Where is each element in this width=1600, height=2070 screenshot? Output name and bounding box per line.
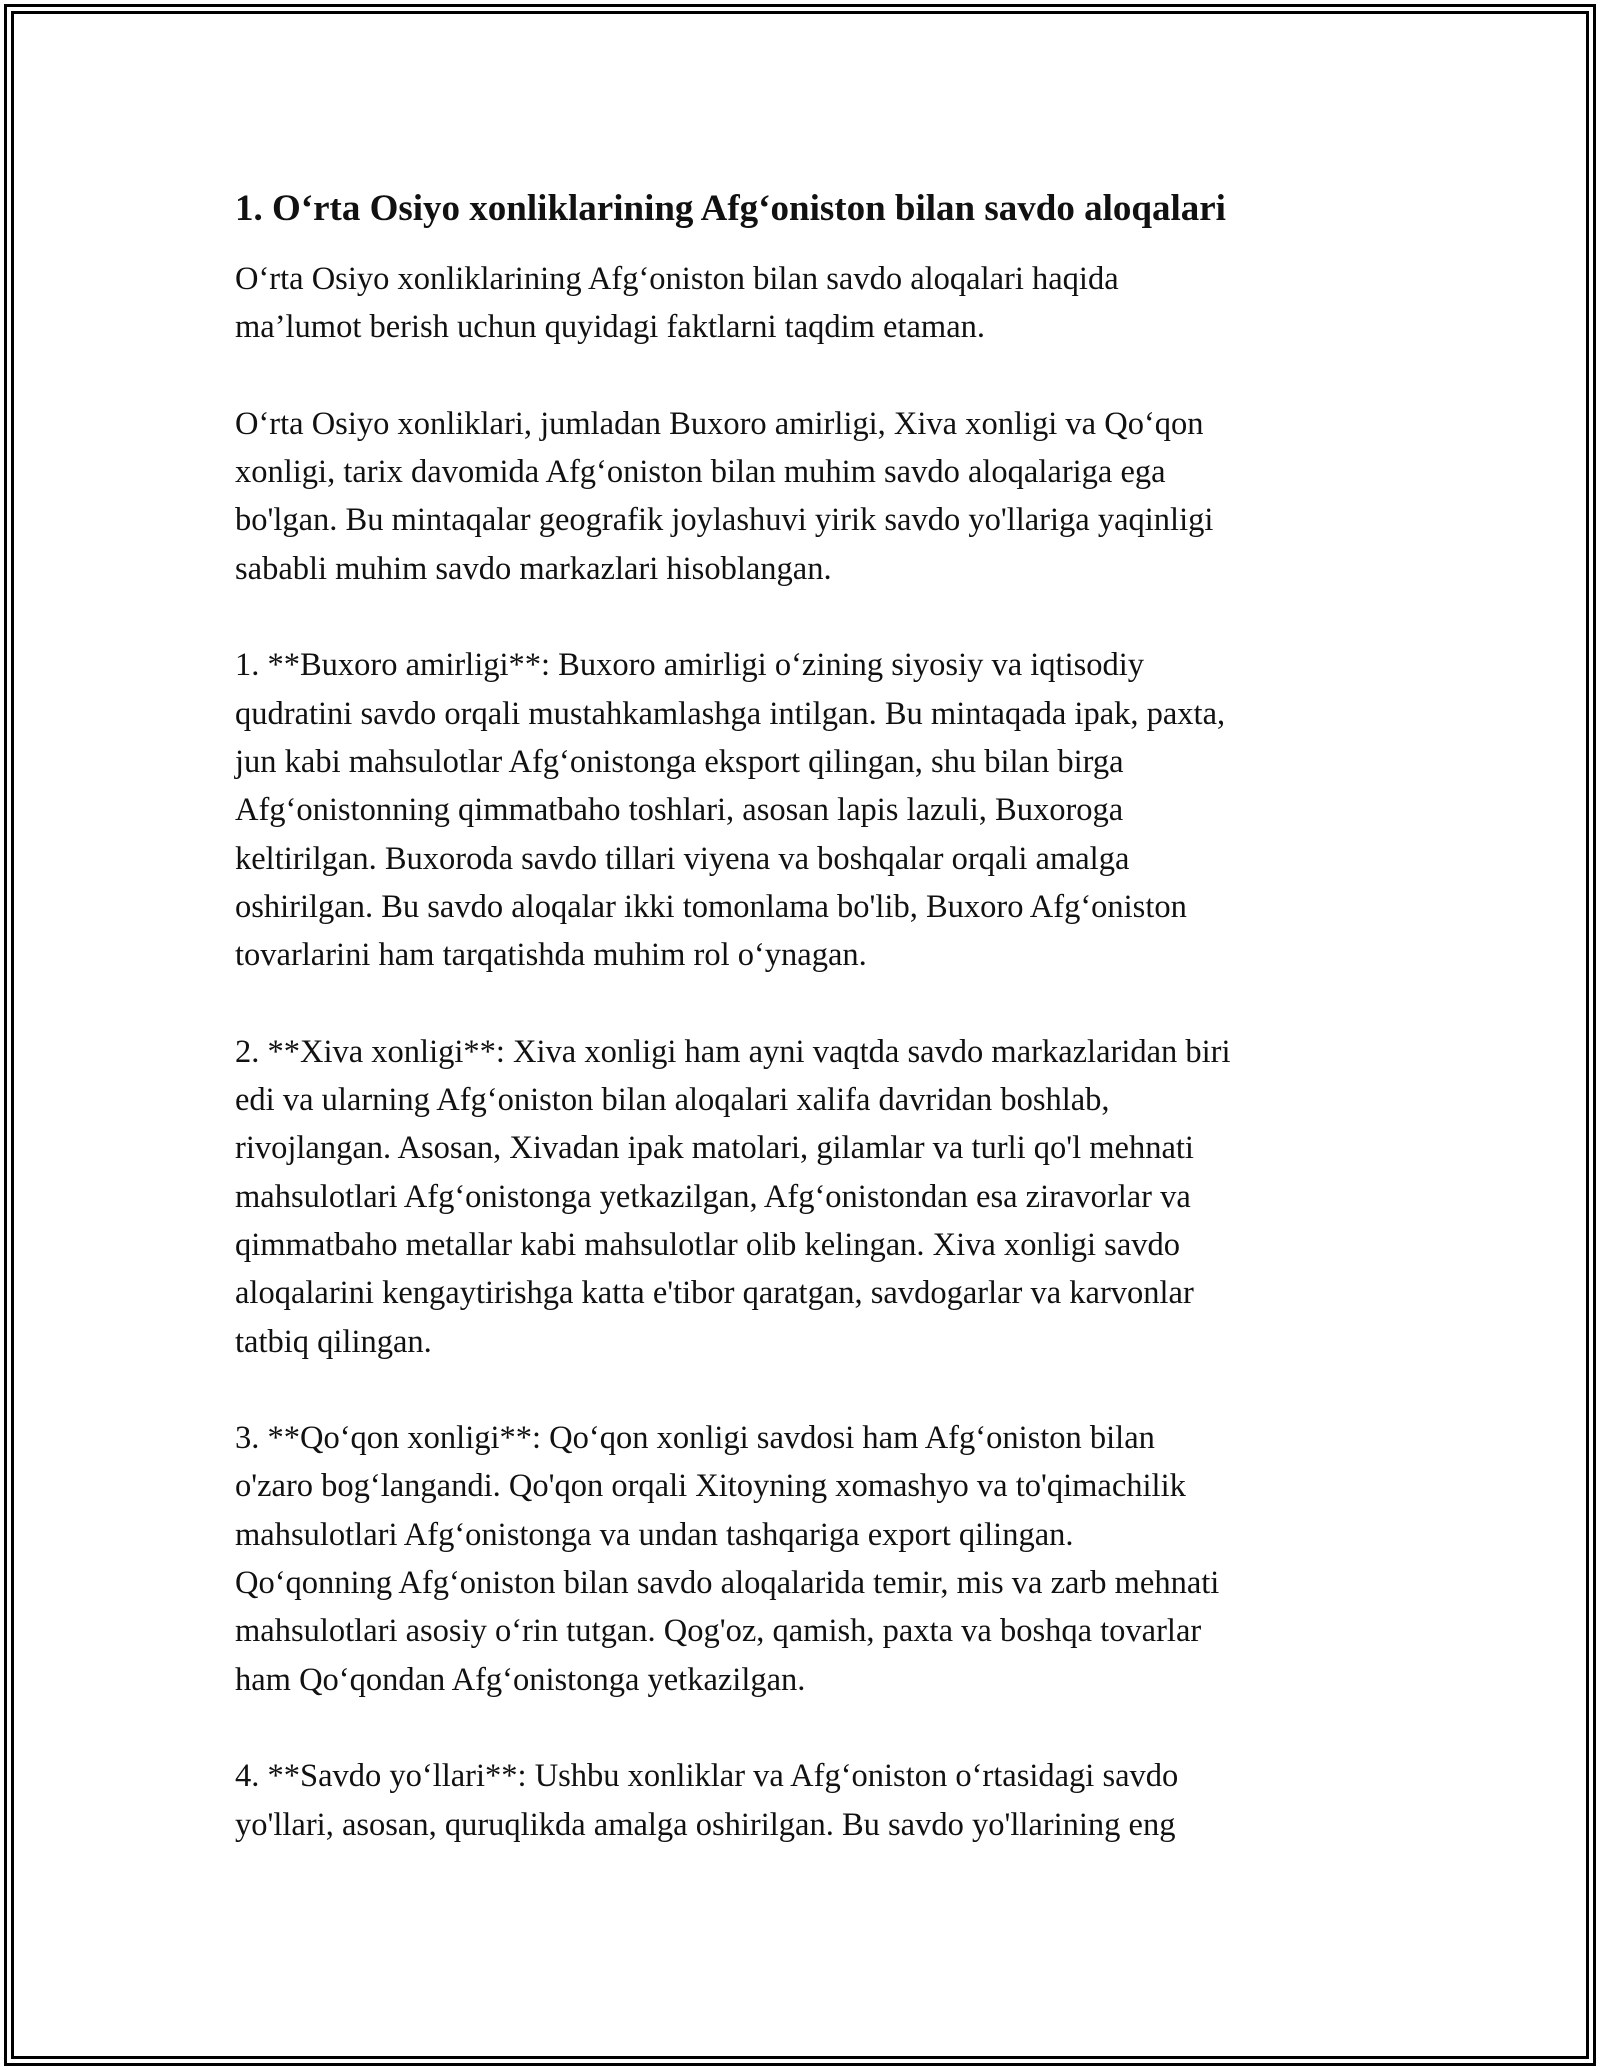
intro-paragraph [235, 255, 1375, 352]
text-line: tovarlarini ham tarqatishda muhim rol o‘ynagan. [235, 937, 867, 974]
trade-routes-paragraph [235, 1752, 1375, 1849]
text-line: xonligi, tarix davomida Afg‘oniston bilan muhim savdo aloqalariga ega [235, 454, 1166, 491]
text-line: bo'lgan. Bu mintaqalar geografik joylashuvi yirik savdo yo'llariga yaqinligi [235, 502, 1214, 539]
text-line: 3. **Qo‘qon xonligi**: Qo‘qon xonligi savdosi ham Afg‘oniston bilan [235, 1420, 1155, 1457]
text-line: O‘rta Osiyo xonliklari, jumladan Buxoro amirligi, Xiva xonligi va Qo‘qon [235, 405, 1204, 442]
text-line: ma’lumot berish uchun quyidagi faktlarni taqdim etaman. [235, 309, 986, 346]
bukhara-paragraph [235, 641, 1375, 979]
section-heading: 1. O‘rta Osiyo xonliklarining Afg‘oniston bilan savdo aloqalari [235, 188, 1226, 229]
text-line: tatbiq qilingan. [235, 1323, 432, 1360]
text-line: mahsulotlari asosiy o‘rin tutgan. Qog'oz, qamish, paxta va boshqa tovarlar [235, 1613, 1202, 1650]
text-line: edi va ularning Afg‘oniston bilan aloqalari xalifa davridan boshlab, [235, 1082, 1110, 1119]
text-line: 4. **Savdo yo‘llari**: Ushbu xonliklar va Afg‘oniston o‘rtasidagi savdo [235, 1758, 1179, 1795]
text-line: ham Qo‘qondan Afg‘onistonga yetkazilgan. [235, 1661, 806, 1698]
text-line: qimmatbaho metallar kabi mahsulotlar olib kelingan. Xiva xonligi savdo [235, 1226, 1181, 1263]
text-line: qudratini savdo orqali mustahkamlashga intilgan. Bu mintaqada ipak, paxta, [235, 695, 1226, 732]
document-body [235, 185, 1375, 1897]
text-line: mahsulotlari Afg‘onistonga yetkazilgan, Afg‘onistondan esa ziravorlar va [235, 1178, 1191, 1215]
text-line: O‘rta Osiyo xonliklarining Afg‘oniston bilan savdo aloqalari haqida [235, 261, 1119, 297]
text-line: Qo‘qonning Afg‘oniston bilan savdo aloqalarida temir, mis va zarb mehnati [235, 1565, 1220, 1602]
overview-paragraph [235, 400, 1375, 593]
text-line: aloqalarini kengaytirishga katta e'tibor qaratgan, savdogarlar va karvonlar [235, 1275, 1194, 1312]
text-line: mahsulotlari Afg‘onistonga va undan tashqariga export qilingan. [235, 1516, 1074, 1553]
text-line: rivojlangan. Asosan, Xivadan ipak matolari, gilamlar va turli qo'l mehnati [235, 1130, 1194, 1167]
text-line: sababli muhim savdo markazlari hisoblangan. [235, 550, 832, 587]
text-line: o'zaro bog‘langandi. Qo'qon orqali Xitoyning xomashyo va to'qimachilik [235, 1468, 1186, 1505]
text-line: 1. **Buxoro amirligi**: Buxoro amirligi o‘zining siyosiy va iqtisodiy [235, 647, 1145, 684]
text-line: yo'llari, asosan, quruqlikda amalga oshirilgan. Bu savdo yo'llarining eng [235, 1806, 1176, 1843]
kokand-paragraph [235, 1414, 1375, 1704]
text-line: keltirilgan. Buxoroda savdo tillari viyena va boshqalar orqali amalga [235, 840, 1130, 877]
text-line: 2. **Xiva xonligi**: Xiva xonligi ham ayni vaqtda savdo markazlaridan biri [235, 1033, 1231, 1070]
text-line: oshirilgan. Bu savdo aloqalar ikki tomonlama bo'lib, Buxoro Afg‘oniston [235, 888, 1187, 925]
text-line: jun kabi mahsulotlar Afg‘onistonga eksport qilingan, shu bilan birga [235, 743, 1124, 780]
text-line: Afg‘onistonning qimmatbaho toshlari, asosan lapis lazuli, Buxoroga [235, 792, 1124, 829]
khiva-paragraph [235, 1028, 1375, 1366]
